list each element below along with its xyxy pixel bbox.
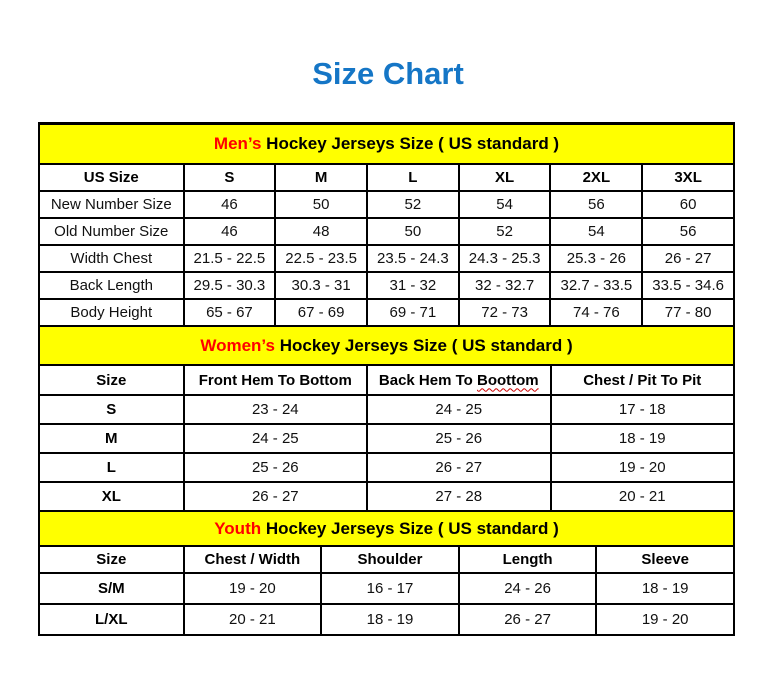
section-header-men	[38, 122, 735, 163]
table-row	[39, 299, 734, 326]
size-value-cell: 54	[459, 191, 551, 218]
table-row	[39, 191, 734, 218]
section-header-women	[38, 327, 735, 364]
table-row	[39, 245, 734, 272]
size-value-cell: 32.7 - 33.5	[550, 272, 642, 299]
size-value-cell: 74 - 76	[550, 299, 642, 326]
column-header: Front Hem To Bottom	[184, 365, 367, 395]
header-row	[39, 164, 734, 191]
column-header: L	[367, 164, 459, 191]
column-header: Size	[39, 365, 184, 395]
section-title-women: Hockey Jerseys Size ( US standard )	[274, 335, 573, 355]
size-value-cell: 60	[642, 191, 734, 218]
size-value-cell: 20 - 21	[184, 604, 322, 635]
table-row	[39, 218, 734, 245]
table-row	[39, 604, 734, 635]
size-value-cell: 56	[550, 191, 642, 218]
section-highlight-women: Women’s	[200, 335, 275, 355]
table-row	[39, 424, 734, 453]
size-value-cell: 17 - 18	[551, 395, 734, 424]
header-row	[39, 546, 734, 573]
row-label: Width Chest	[39, 245, 184, 272]
size-value-cell: 30.3 - 31	[275, 272, 367, 299]
size-value-cell: 48	[275, 218, 367, 245]
size-value-cell: 52	[459, 218, 551, 245]
size-value-cell: 32 - 32.7	[459, 272, 551, 299]
size-value-cell: 25 - 26	[367, 424, 550, 453]
table-row	[39, 573, 734, 604]
size-value-cell: 18 - 19	[321, 604, 459, 635]
size-value-cell: 18 - 19	[551, 424, 734, 453]
size-value-cell: 50	[367, 218, 459, 245]
table-row	[39, 482, 734, 511]
table-row	[39, 453, 734, 482]
size-value-cell: 56	[642, 218, 734, 245]
size-value-cell: 50	[275, 191, 367, 218]
size-value-cell: 19 - 20	[551, 453, 734, 482]
size-value-cell: 72 - 73	[459, 299, 551, 326]
size-value-cell: 54	[550, 218, 642, 245]
column-header: 2XL	[550, 164, 642, 191]
size-value-cell: 65 - 67	[184, 299, 276, 326]
column-header: Back Hem To Boottom	[367, 365, 550, 395]
column-header: Chest / Width	[184, 546, 322, 573]
row-label: Old Number Size	[39, 218, 184, 245]
size-value-cell: 22.5 - 23.5	[275, 245, 367, 272]
misspelled-word: Boottom	[476, 371, 539, 389]
column-header: Chest / Pit To Pit	[551, 365, 734, 395]
size-value-cell: 25 - 26	[184, 453, 367, 482]
size-value-cell: 26 - 27	[367, 453, 550, 482]
size-value-cell: 26 - 27	[459, 604, 597, 635]
size-value-cell: 18 - 19	[596, 573, 734, 604]
section-highlight-men: Men’s	[213, 134, 262, 153]
page-title: Size Chart	[312, 56, 464, 91]
size-value-cell: 16 - 17	[321, 573, 459, 604]
size-value-cell: 24.3 - 25.3	[459, 245, 551, 272]
size-value-cell: 19 - 20	[596, 604, 734, 635]
size-value-cell: 24 - 25	[367, 395, 550, 424]
size-value-cell: 26 - 27	[642, 245, 734, 272]
column-header: US Size	[39, 164, 184, 191]
row-label: L/XL	[39, 604, 184, 635]
row-label: New Number Size	[39, 191, 184, 218]
women-size-table	[38, 364, 735, 512]
section-title-youth: Hockey Jerseys Size ( US standard )	[261, 518, 559, 538]
size-value-cell: 24 - 26	[459, 573, 597, 604]
size-value-cell: 20 - 21	[551, 482, 734, 511]
section-header-youth	[38, 512, 735, 545]
size-value-cell: 23.5 - 24.3	[367, 245, 459, 272]
size-value-cell: 69 - 71	[367, 299, 459, 326]
column-header: XL	[459, 164, 551, 191]
section-highlight-youth: Youth	[214, 518, 262, 538]
size-value-cell: 46	[184, 218, 276, 245]
size-value-cell: 33.5 - 34.6	[642, 272, 734, 299]
size-value-cell: 46	[184, 191, 276, 218]
size-value-cell: 24 - 25	[184, 424, 367, 453]
column-header: M	[275, 164, 367, 191]
size-value-cell: 26 - 27	[184, 482, 367, 511]
size-value-cell: 19 - 20	[184, 573, 322, 604]
size-value-cell: 52	[367, 191, 459, 218]
column-header: Shoulder	[321, 546, 459, 573]
men-size-table	[38, 163, 735, 327]
row-label: S	[39, 395, 184, 424]
column-header: Sleeve	[596, 546, 734, 573]
header-row	[39, 365, 734, 395]
row-label: L	[39, 453, 184, 482]
size-value-cell: 21.5 - 22.5	[184, 245, 276, 272]
size-chart	[38, 122, 735, 636]
table-row	[39, 395, 734, 424]
row-label: XL	[39, 482, 184, 511]
size-value-cell: 67 - 69	[275, 299, 367, 326]
column-header: S	[184, 164, 276, 191]
table-row	[39, 272, 734, 299]
row-label: S/M	[39, 573, 184, 604]
column-header: 3XL	[642, 164, 734, 191]
row-label: Body Height	[39, 299, 184, 326]
column-header: Length	[459, 546, 597, 573]
youth-size-table	[38, 545, 735, 636]
row-label: M	[39, 424, 184, 453]
size-value-cell: 77 - 80	[642, 299, 734, 326]
size-value-cell: 27 - 28	[367, 482, 550, 511]
size-value-cell: 29.5 - 30.3	[184, 272, 276, 299]
section-title-men: Hockey Jerseys Size ( US standard )	[261, 134, 560, 153]
column-header: Size	[39, 546, 184, 573]
size-value-cell: 25.3 - 26	[550, 245, 642, 272]
row-label: Back Length	[39, 272, 184, 299]
size-value-cell: 23 - 24	[184, 395, 367, 424]
size-value-cell: 31 - 32	[367, 272, 459, 299]
